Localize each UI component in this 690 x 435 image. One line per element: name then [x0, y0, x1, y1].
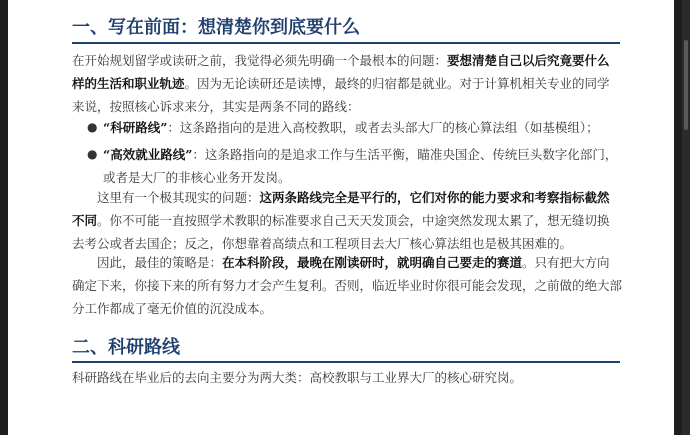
heading-rule-1 [72, 42, 620, 44]
list-item-text: ：这条路指向的是追求工作与生活平衡，瞄准央国企、传统巨头数字化部门，或者是大厂的非核心业务开发岗。 [103, 147, 618, 185]
paragraph-reality-text-1: 这里有一个极其现实的问题： [97, 190, 260, 205]
list-item-title: “科研路线” [103, 120, 168, 135]
bullet-dot-icon: ● [87, 147, 98, 161]
paragraph-intro-text-2: 。因为无论读研还是读博，最终的归宿都是就业。对于计算机相关专业的同学来说，按照核心诉求来分，其实是两条不同的路线： [72, 76, 610, 114]
paragraph-reality [72, 186, 622, 255]
paragraph-reality-bold: 这两条路线完全是平行的，它们对你的能力要求和考察指标截然不同 [72, 190, 610, 228]
vertical-scrollbar[interactable] [682, 0, 690, 435]
section-heading-2: 二、科研路线 [72, 337, 180, 358]
paragraph-strategy [72, 251, 622, 320]
route-list [87, 116, 623, 193]
bullet-dot-icon: ● [87, 120, 98, 134]
paragraph-intro-bold: 要想清楚自己以后究竟要什么样的生活和职业轨迹 [72, 53, 610, 91]
section-heading-1: 一、写在前面：想清楚你到底要什么 [72, 17, 360, 38]
paragraph-strategy-text-2: 。只有把大方向确定下来，你接下来的所有努力才会产生复利。否则，临近毕业时你很可能会发现，之前做的绝大部分工作都成了毫无价值的沉没成本。 [72, 255, 623, 316]
list-item-title: “高效就业路线” [103, 147, 193, 162]
heading-rule-2 [72, 361, 620, 363]
paragraph-intro [72, 49, 622, 118]
paragraph-intro-text-1: 在开始规划留学或读研之前，我觉得必须先明确一个最根本的问题： [72, 53, 448, 68]
list-item [87, 143, 623, 189]
list-item [87, 116, 623, 139]
paragraph-strategy-bold: 在本科阶段，最晚在刚读研时，就明确自己要走的赛道 [222, 255, 523, 270]
list-item-text: ：这条路指向的是进入高校教职，或者去头部大厂的核心算法组（如基模组）； [167, 120, 599, 135]
paragraph-reality-text-2: 。你不可能一直按照学术教职的标准要求自己天天发顶会，中途突然发现太累了，想无缝切换去考公或者去国企；反之，你想靠着高绩点和工程项目去大厂核心算法组也是极其困难的。 [72, 213, 610, 251]
scrollbar-thumb[interactable] [684, 40, 688, 130]
paragraph-strategy-text-1: 因此，最佳的策略是： [97, 255, 223, 270]
paragraph-research: 科研路线在毕业后的去向主要分为两大类：高校教职与工业界大厂的核心研究岗。 [72, 370, 523, 385]
document-page [8, 0, 674, 435]
